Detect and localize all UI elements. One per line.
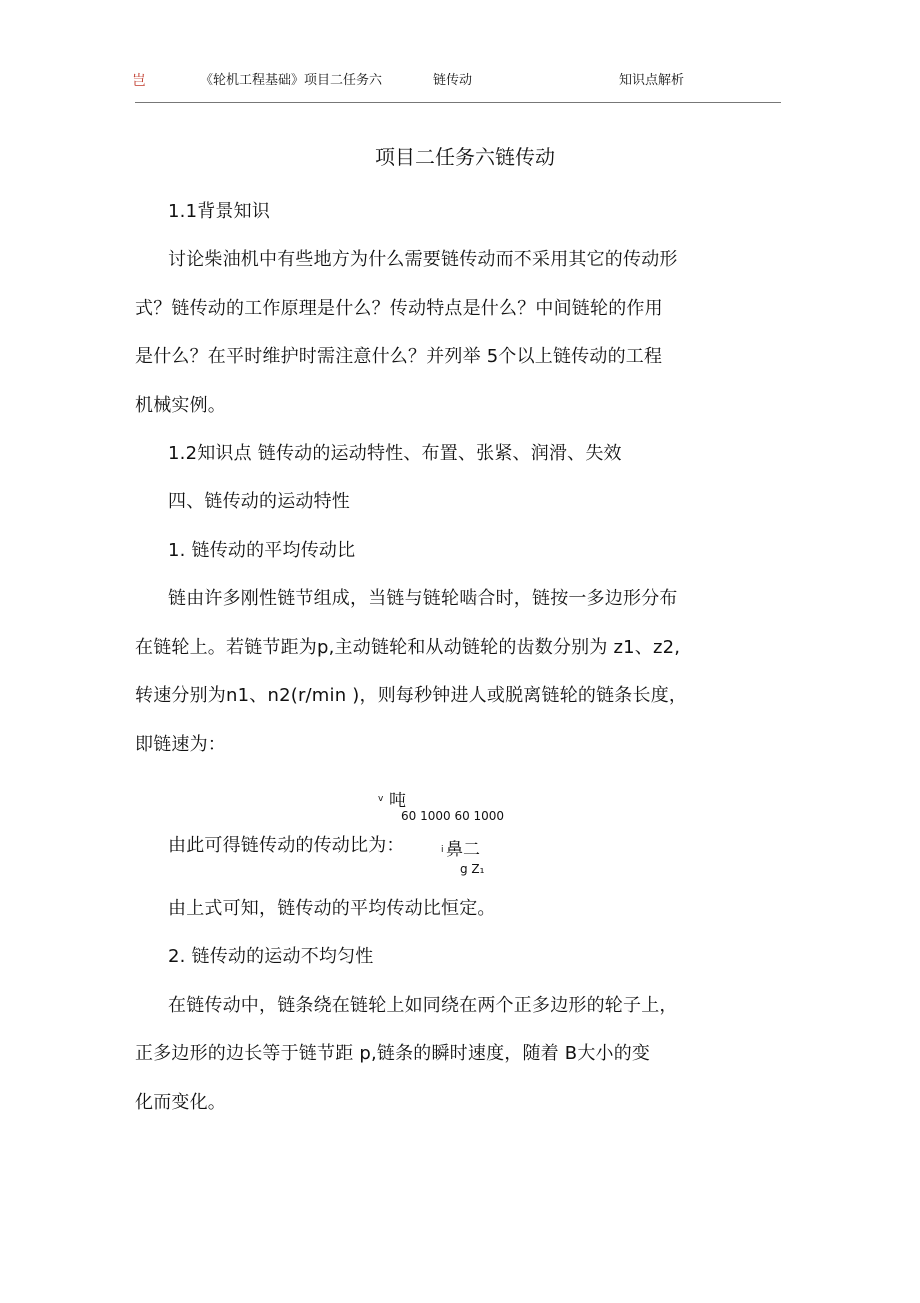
paragraph-1-line-4: 即链速为： — [135, 734, 226, 755]
conclusion-line: 由上式可知，链传动的平均传动比恒定。 — [168, 898, 496, 919]
header-topic: 链传动 — [433, 73, 473, 88]
formula-v-prefix: v — [378, 794, 384, 804]
paragraph-2-line-2: 正多边形的边长等于链节距 p,链条的瞬时速度，随着 B大小的变 — [135, 1043, 651, 1064]
paragraph-2-line-3: 化而变化。 — [135, 1092, 226, 1113]
subsection-2: 2. 链传动的运动不均匀性 — [168, 946, 374, 967]
header-mark: 岂 — [132, 73, 146, 89]
background-line-3: 是什么？在平时维护时需注意什么？并列举 5个以上链传动的工程 — [135, 346, 663, 367]
paragraph-2-line-1: 在链传动中，链条绕在链轮上如同绕在两个正多边形的轮子上， — [168, 995, 678, 1016]
paragraph-1-line-3: 转速分别为n1、n2(r/min )，则每秒钟进人或脱离链轮的链条长度， — [135, 685, 688, 706]
section-heading-four: 四、链传动的运动特性 — [168, 491, 350, 512]
subsection-1: 1. 链传动的平均传动比 — [168, 540, 356, 561]
paragraph-1-line-1: 链由许多刚性链节组成，当链与链轮啮合时，链按一多边形分布 — [168, 588, 678, 609]
header-right: 知识点解析 — [619, 73, 685, 88]
header-rule — [135, 102, 781, 103]
formula-i-prefix: i — [441, 845, 444, 855]
background-line-2: 式？链传动的工作原理是什么？传动特点是什么？中间链轮的作用 — [135, 298, 663, 319]
section-heading-1-1: 1.1背景知识 — [168, 201, 271, 222]
formula-i-glyph: 鼻二 — [446, 840, 480, 860]
ratio-line: 由此可得链传动的传动比为： — [168, 835, 405, 856]
document-title: 项目二任务六链传动 — [375, 145, 555, 169]
formula-v-glyph: 吨 — [389, 791, 406, 811]
header-title: 《轮机工程基础》项目二任务六 — [200, 73, 383, 88]
background-line-4: 机械实例。 — [135, 395, 226, 416]
section-heading-1-2: 1.2知识点 链传动的运动特性、布置、张紧、润滑、失效 — [168, 443, 622, 464]
formula-v-denominator: 60 1000 60 1000 — [401, 809, 505, 823]
background-line-1: 讨论柴油机中有些地方为什么需要链传动而不采用其它的传动形 — [168, 249, 678, 270]
paragraph-1-line-2: 在链轮上。若链节距为p,主动链轮和从动链轮的齿数分别为 z1、z2, — [135, 637, 681, 658]
formula-i-denominator: g Z₁ — [460, 862, 485, 876]
